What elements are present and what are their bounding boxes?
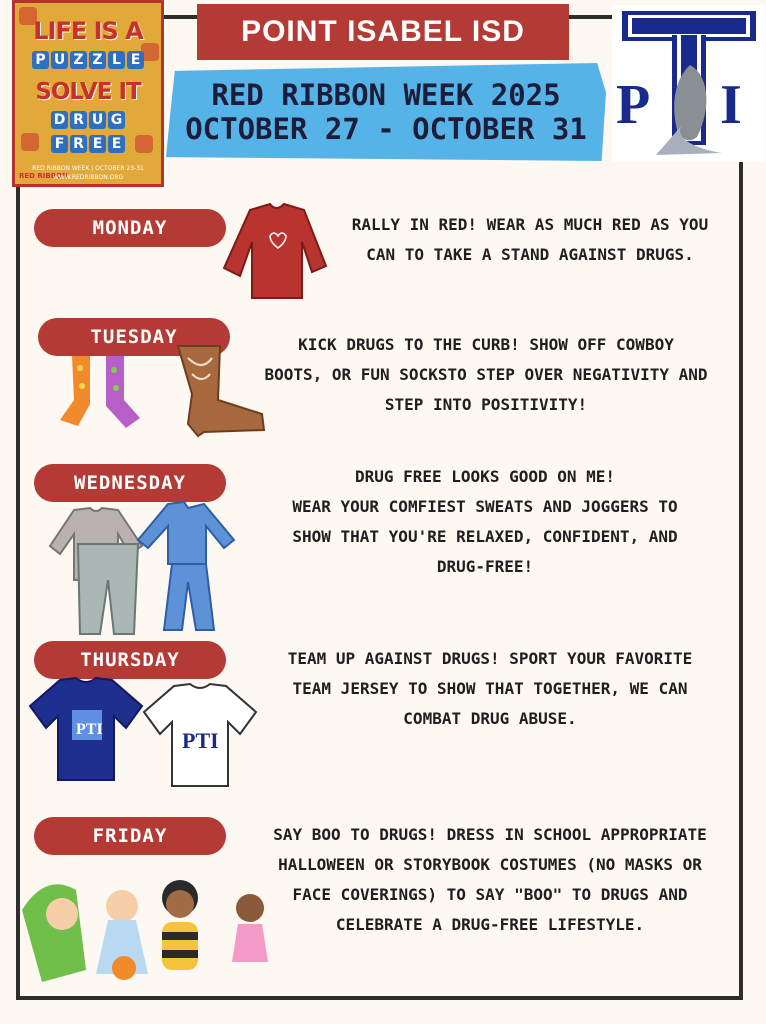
svg-text:P: P [616,74,651,136]
day-label-monday: MONDAY [34,209,226,247]
poster-free-tiles: F R E E [15,133,161,153]
event-title: RED RIBBON WEEK 2025 [211,78,561,112]
red-ribbon-badge: RED RIBBON [19,172,68,180]
poster-line3: SOLVE IT [35,79,141,105]
svg-text:I: I [720,74,742,136]
day-label-tuesday: TUESDAY [38,318,230,356]
day-text-friday: SAY BOO TO DRUGS! DRESS IN SCHOOL APPROPRIATE HALLOWEEN OR STORYBOOK COSTUMES (NO MASKS OR FACE COVERINGS) TO SAY "BOO" TO DRUGS AND CELEBRATE A DRUG-FREE LIFESTYLE. [273,825,707,934]
dinosaur-kid-icon [22,884,86,982]
white-jersey-icon [140,682,260,794]
poster-puzzle-tiles: P U Z Z L E [15,49,161,69]
costume-kids-icon [16,870,278,992]
red-ribbon-poster [12,0,164,187]
tracksuit-icon [134,500,238,638]
day-label-friday: FRIDAY [34,817,226,855]
svg-text:PTI: PTI [76,721,103,738]
event-dates: OCTOBER 27 - OCTOBER 31 [185,112,587,146]
poster-website: WWW.REDRIBBON.ORG [52,174,124,181]
school-logo [612,5,765,162]
day-text-wednesday: DRUG FREE LOOKS GOOD ON ME! WEAR YOUR COMFIEST SWEATS AND JOGGERS TO SHOW THAT YOU'RE RELAXED, CONFIDENT, AND DRUG-FREE! [292,467,678,576]
day-text-thursday: TEAM UP AGAINST DRUGS! SPORT YOUR FAVORITE TEAM JERSEY TO SHOW THAT TOGETHER, WE CAN COMBAT DRUG ABUSE. [287,649,693,728]
svg-text:PTI: PTI [182,728,219,753]
district-banner: POINT ISABEL ISD [197,4,569,60]
princess-kid-icon [96,890,148,980]
poster-line1: LIFE IS A [33,17,143,45]
socks-icon [56,354,152,438]
poster-footer: RED RIBBON WEEK | OCTOBER 23-31 [32,165,144,172]
poster-drug-tiles: D R U G [15,109,161,129]
day-label-wednesday: WEDNESDAY [34,464,226,502]
bee-kid-icon [162,880,198,970]
day-text-monday: RALLY IN RED! WEAR AS MUCH RED AS YOU CAN TO TAKE A STAND AGAINST DRUGS. [351,215,709,264]
day-text-tuesday: KICK DRUGS TO THE CURB! SHOW OFF COWBOY BOOTS, OR FUN SOCKSTO STEP OVER NEGATIVITY AND STEP INTO POSITIVITY! [264,335,708,414]
day-label-thursday: THURSDAY [34,641,226,679]
navy-jersey-icon [26,676,146,788]
red-sweater-icon [218,196,330,312]
